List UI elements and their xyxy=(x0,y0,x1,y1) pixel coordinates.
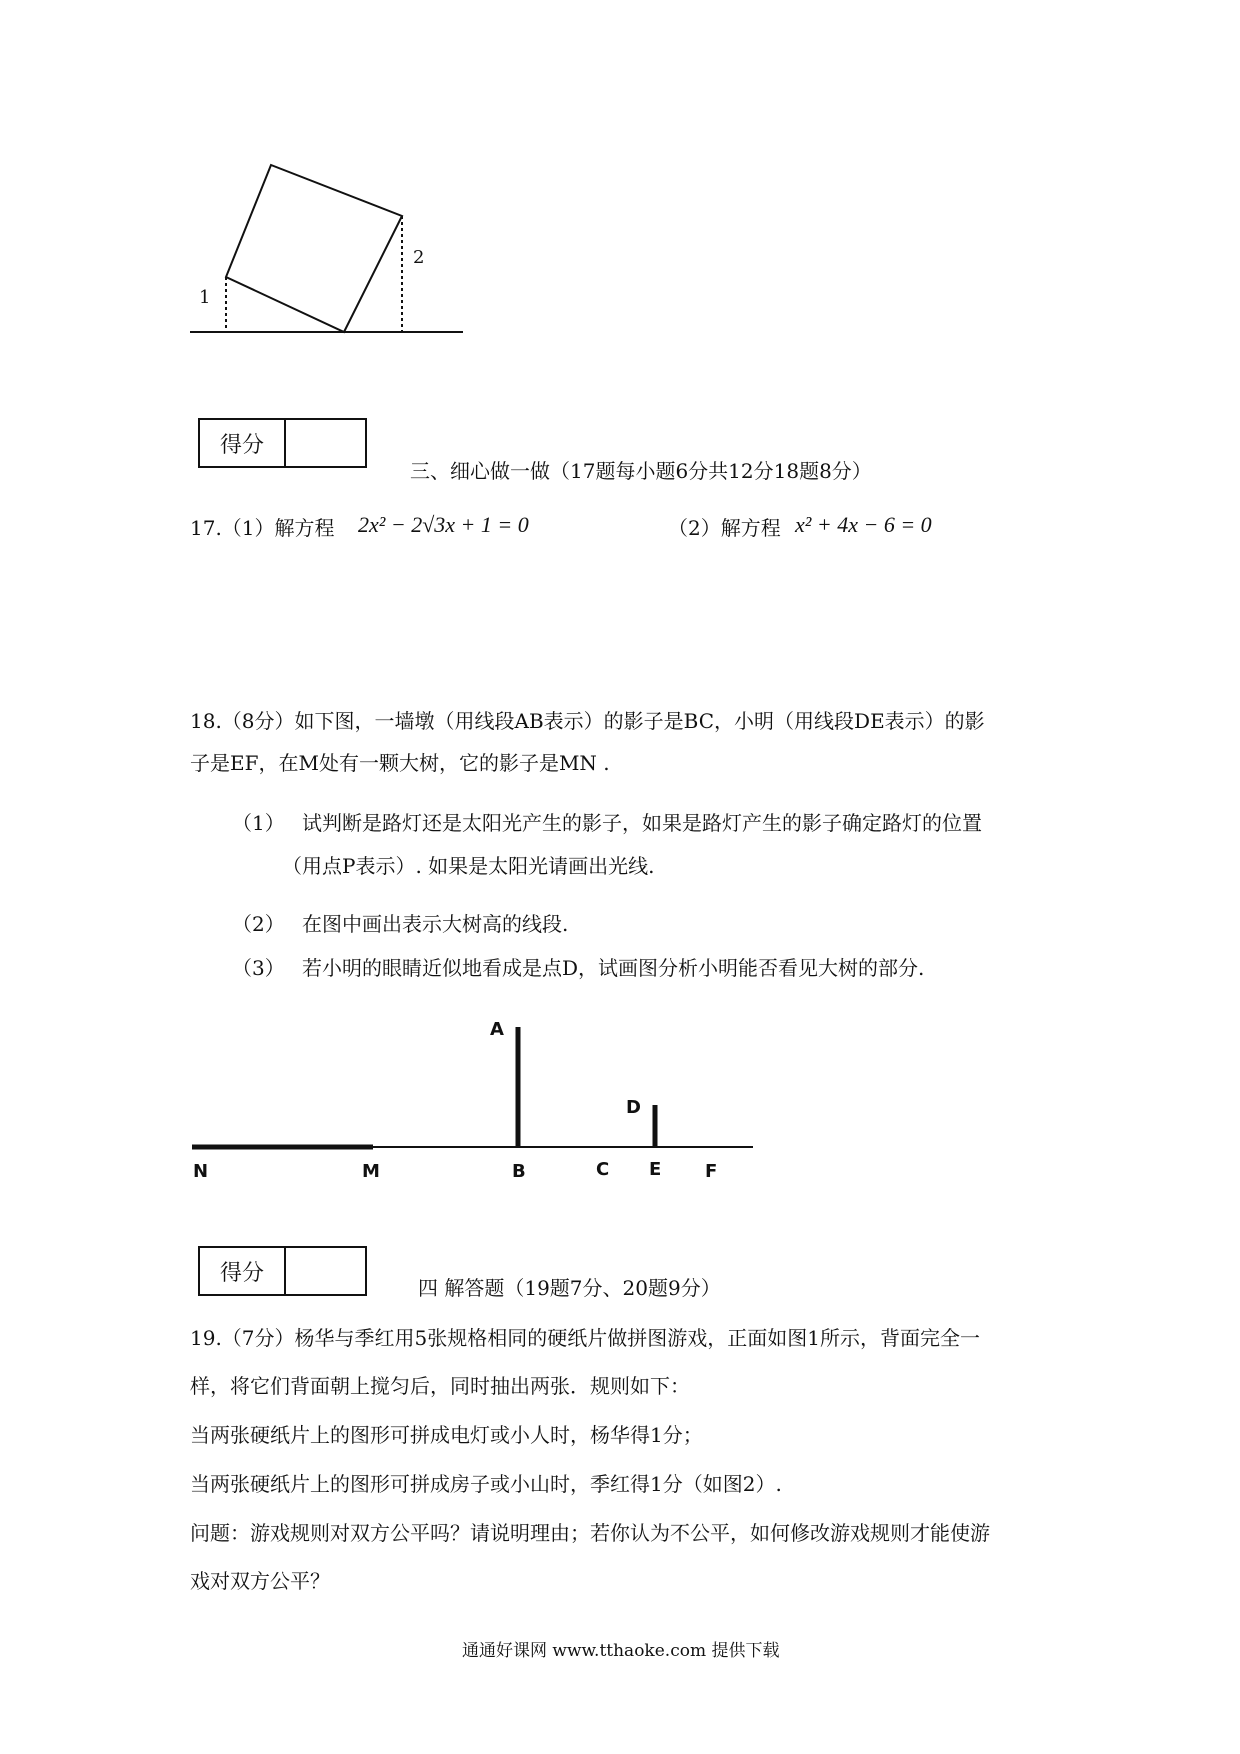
label-f: F xyxy=(705,1161,718,1182)
q18-line2: 子是EF，在M处有一颗大树，它的影子是MN . xyxy=(190,751,610,775)
label-c: C xyxy=(596,1159,610,1180)
q17-part1-prefix: 17.（1）解方程 xyxy=(190,516,335,540)
page-footer: 通通好课网 www.tthaoke.com 提供下载 xyxy=(462,1641,780,1661)
q17-part2-prefix: （2）解方程 xyxy=(668,516,781,540)
shadow-figure xyxy=(190,1005,760,1190)
q18-item1-line2: （用点P表示）. 如果是太阳光请画出光线. xyxy=(282,854,655,878)
q17-part1-equation: 2x² − 2√3x + 1 = 0 xyxy=(358,512,529,537)
square-figure xyxy=(185,155,465,335)
tilted-square xyxy=(226,165,402,332)
q19-line2: 样，将它们背面朝上搅匀后，同时抽出两张．规则如下： xyxy=(190,1374,690,1398)
q19-line3: 当两张硬纸片上的图形可拼成电灯或小人时，杨华得1分； xyxy=(190,1423,703,1447)
q19-line4: 当两张硬纸片上的图形可拼成房子或小山时，季红得1分（如图2）. xyxy=(190,1472,782,1496)
score-box-2 xyxy=(198,1246,367,1296)
label-m: M xyxy=(362,1161,380,1182)
figure1-label-1: 1 xyxy=(199,287,211,308)
shadow-figure-svg xyxy=(190,1005,760,1190)
score-box-1-field[interactable] xyxy=(286,420,365,466)
q19-line6: 戏对双方公平？ xyxy=(190,1569,330,1593)
score-box-1 xyxy=(198,418,367,468)
score-box-1-label: 得分 xyxy=(200,420,286,466)
q18-item1-line1: 试判断是路灯还是太阳光产生的影子，如果是路灯产生的影子确定路灯的位置 xyxy=(302,811,982,835)
figure1-label-2: 2 xyxy=(413,247,425,268)
q17-part2-equation: x² + 4x − 6 = 0 xyxy=(795,512,932,537)
section3-heading: 三、细心做一做（17题每小题6分共12分18题8分） xyxy=(410,459,872,483)
label-a: A xyxy=(490,1019,504,1040)
q18-item3-num: （3） xyxy=(232,956,285,980)
label-b: B xyxy=(512,1161,526,1182)
q18-item3-text: 若小明的眼睛近似地看成是点D，试画图分析小明能否看见大树的部分. xyxy=(302,956,925,980)
q18-item1-num: （1） xyxy=(232,811,285,835)
q19-line5: 问题：游戏规则对双方公平吗？请说明理由；若你认为不公平，如何修改游戏规则才能使游 xyxy=(190,1521,990,1545)
label-e: E xyxy=(649,1159,662,1180)
q19-line1: 19.（7分）杨华与季红用5张规格相同的硬纸片做拼图游戏，正面如图1所示，背面完全一 xyxy=(190,1326,980,1350)
section4-heading: 四 解答题（19题7分、20题9分） xyxy=(418,1276,721,1300)
score-box-2-label: 得分 xyxy=(200,1248,286,1294)
q18-item2-num: （2） xyxy=(232,912,285,936)
q18-item2-text: 在图中画出表示大树高的线段. xyxy=(302,912,569,936)
q18-line1: 18.（8分）如下图，一墙墩（用线段AB表示）的影子是BC，小明（用线段DE表示）的影 xyxy=(190,709,985,733)
label-d: D xyxy=(626,1097,641,1118)
score-box-2-field[interactable] xyxy=(286,1248,365,1294)
label-n: N xyxy=(193,1161,209,1182)
